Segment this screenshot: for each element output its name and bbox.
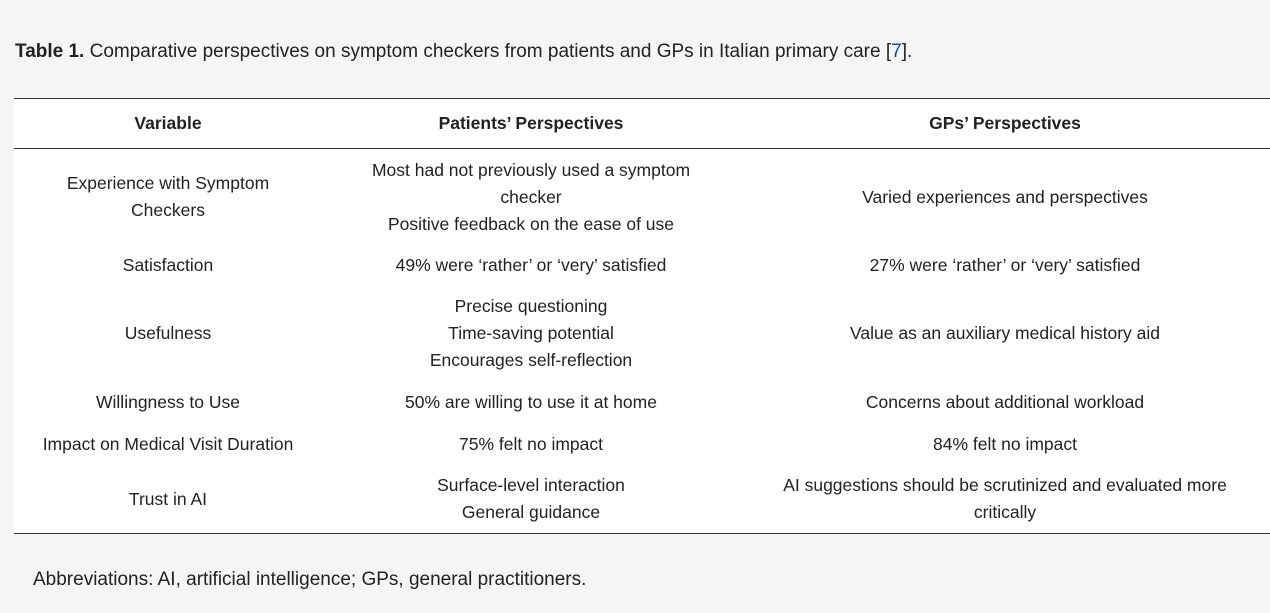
cell-line: 49% were ‘rather’ or ‘very’ satisfied [395,254,667,275]
comparison-table-container [14,98,1270,534]
cell-line: Encourages self-reflection [429,350,633,370]
cell-gps [740,423,1270,465]
cell-gps [740,465,1270,534]
cell-variable [14,382,322,423]
table-row [14,423,1270,465]
cell-gps [740,149,1270,246]
cell-line: 75% felt no impact [459,433,603,454]
cell-line: 50% are willing to use it at home [405,392,657,412]
cell-line: General guidance [461,502,601,522]
table-caption-text: Comparative perspectives on symptom checkers from patients and GPs in Italian primary care [ [89,41,892,62]
cell-patients [322,423,740,465]
cell-line: Most had not previously used a symptom [371,159,691,180]
cell-line: Precise questioning [454,296,608,316]
table-footnote: Abbreviations: AI, artificial intelligence; GPs, general practitioners. [33,569,587,590]
cell-line: Trust in AI [128,488,208,509]
table-row [14,285,1270,382]
cell-patients [322,382,740,423]
reference-link[interactable]: 7 [891,41,902,62]
cell-gps [740,245,1270,285]
comparison-table [14,98,1270,534]
cell-line: Varied experiences and perspectives [862,186,1148,207]
cell-variable [14,285,322,382]
table-caption [15,40,912,64]
header-gps-perspectives: GPs’ Perspectives [929,113,1081,133]
header-variable: Variable [134,113,202,133]
table-row [14,382,1270,423]
cell-line: Time-saving potential [448,323,614,343]
cell-patients [322,285,740,382]
cell-line: Usefulness [124,323,212,343]
table-caption-label: Table 1. [15,41,85,62]
cell-line: 27% were ‘rather’ or ‘very’ satisfied [869,254,1141,275]
cell-gps [740,285,1270,382]
cell-variable [14,423,322,465]
table-row [14,465,1270,534]
cell-variable [14,465,322,534]
table-header-row [14,99,1270,149]
cell-gps [740,382,1270,423]
cell-patients [322,245,740,285]
cell-patients [322,465,740,534]
cell-patients [322,149,740,246]
table-row [14,245,1270,285]
header-patients-perspectives: Patients’ Perspectives [438,113,624,133]
table-row [14,149,1270,246]
cell-line: 84% felt no impact [933,433,1077,454]
cell-variable [14,149,322,246]
cell-line: Impact on Medical Visit Duration [42,433,294,454]
cell-line: Concerns about additional workload [865,392,1145,412]
cell-line: Checkers [131,200,205,220]
cell-line: Positive feedback on the ease of use [387,213,675,234]
cell-line: Satisfaction [122,254,214,275]
cell-line: Surface-level interaction [437,475,625,495]
cell-line: checker [500,186,562,207]
cell-line: Willingness to Use [96,392,240,412]
cell-line: AI suggestions should be scrutinized and evaluated more [783,475,1227,495]
cell-line: Value as an auxiliary medical history aid [850,323,1160,343]
cell-variable [14,245,322,285]
cell-line: Experience with Symptom [66,173,270,193]
cell-line: critically [973,502,1037,522]
table-caption-suffix: ]. [901,41,913,62]
